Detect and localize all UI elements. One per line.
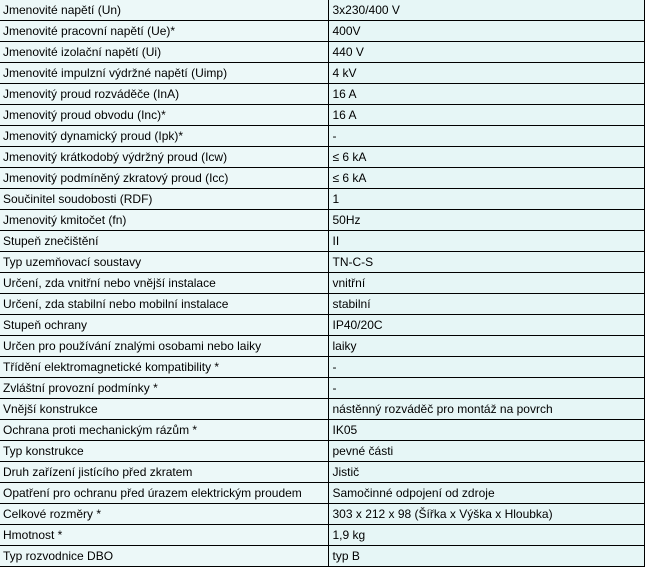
table-row [0,147,644,168]
row-label: Typ rozvodnice DBO [0,546,328,567]
row-label: Součinitel soudobosti (RDF) [0,189,328,210]
row-value: 3x230/400 V [328,0,644,21]
row-value: 16 A [328,84,644,105]
row-label: Hmotnost * [0,525,328,546]
row-label: Celkové rozměry * [0,504,328,525]
row-label: Určen pro používání znalými osobami nebo laiky [0,336,328,357]
row-value: 16 A [328,105,644,126]
row-label: Jmenovitý dynamický proud (Ipk)* [0,126,328,147]
row-value: - [328,126,644,147]
row-label: Vnější konstrukce [0,399,328,420]
row-label: Jmenovitý podmíněný zkratový proud (Icc) [0,168,328,189]
row-label: Stupeň ochrany [0,315,328,336]
row-label: Jmenovitý proud rozváděče (InA) [0,84,328,105]
table-row [0,252,644,273]
table-row [0,462,644,483]
table-row [0,336,644,357]
table-row [0,399,644,420]
table-row [0,210,644,231]
row-value: 440 V [328,42,644,63]
row-value: nástěnný rozváděč pro montáž na povrch [328,399,644,420]
table-row [0,504,644,525]
row-value: 400V [328,21,644,42]
row-label: Zvláštní provozní podmínky * [0,378,328,399]
table-row [0,84,644,105]
row-value: IK05 [328,420,644,441]
row-label: Opatření pro ochranu před úrazem elektrickým proudem [0,483,328,504]
table-row [0,483,644,504]
row-label: Třídění elektromagnetické kompatibility * [0,357,328,378]
row-value: stabilní [328,294,644,315]
row-label: Jmenovitý kmitočet (fn) [0,210,328,231]
row-label: Jmenovité izolační napětí (Ui) [0,42,328,63]
row-label: Jmenovité pracovní napětí (Ue)* [0,21,328,42]
table-row [0,126,644,147]
row-label: Typ uzemňovací soustavy [0,252,328,273]
table-row [0,294,644,315]
row-value: 1 [328,189,644,210]
row-value: vnitřní [328,273,644,294]
row-label: Jmenovitý proud obvodu (Inc)* [0,105,328,126]
row-value: - [328,378,644,399]
table-row [0,420,644,441]
row-label: Stupeň znečištění [0,231,328,252]
table-row [0,189,644,210]
row-value: Samočinné odpojení od zdroje [328,483,644,504]
row-label: Určení, zda stabilní nebo mobilní instalace [0,294,328,315]
row-label: Jmenovité napětí (Un) [0,0,328,21]
table-row [0,63,644,84]
row-value: laiky [328,336,644,357]
row-label: Určení, zda vnitřní nebo vnější instalace [0,273,328,294]
row-label: Jmenovité impulzní výdržné napětí (Uimp) [0,63,328,84]
row-value: 303 x 212 x 98 (Šířka x Výška x Hloubka) [328,504,644,525]
row-value: typ B [328,546,644,567]
table-row [0,315,644,336]
row-value: ≤ 6 kA [328,168,644,189]
row-value: 4 kV [328,63,644,84]
row-value: Jistič [328,462,644,483]
row-value: 50Hz [328,210,644,231]
table-row [0,378,644,399]
table-row [0,0,644,21]
row-value: ≤ 6 kA [328,147,644,168]
row-value: TN-C-S [328,252,644,273]
table-row [0,21,644,42]
table-row [0,273,644,294]
row-value: pevné části [328,441,644,462]
row-label: Druh zařízení jistícího před zkratem [0,462,328,483]
table-row [0,231,644,252]
table-row [0,546,644,567]
row-value: - [328,357,644,378]
table-row [0,357,644,378]
row-label: Ochrana proti mechanickým rázům * [0,420,328,441]
table-row [0,168,644,189]
row-value: 1,9 kg [328,525,644,546]
row-label: Typ konstrukce [0,441,328,462]
row-value: IP40/20C [328,315,644,336]
table-row [0,441,644,462]
table-row [0,105,644,126]
row-value: II [328,231,644,252]
row-label: Jmenovitý krátkodobý výdržný proud (Icw) [0,147,328,168]
table-row [0,42,644,63]
table-row [0,525,644,546]
